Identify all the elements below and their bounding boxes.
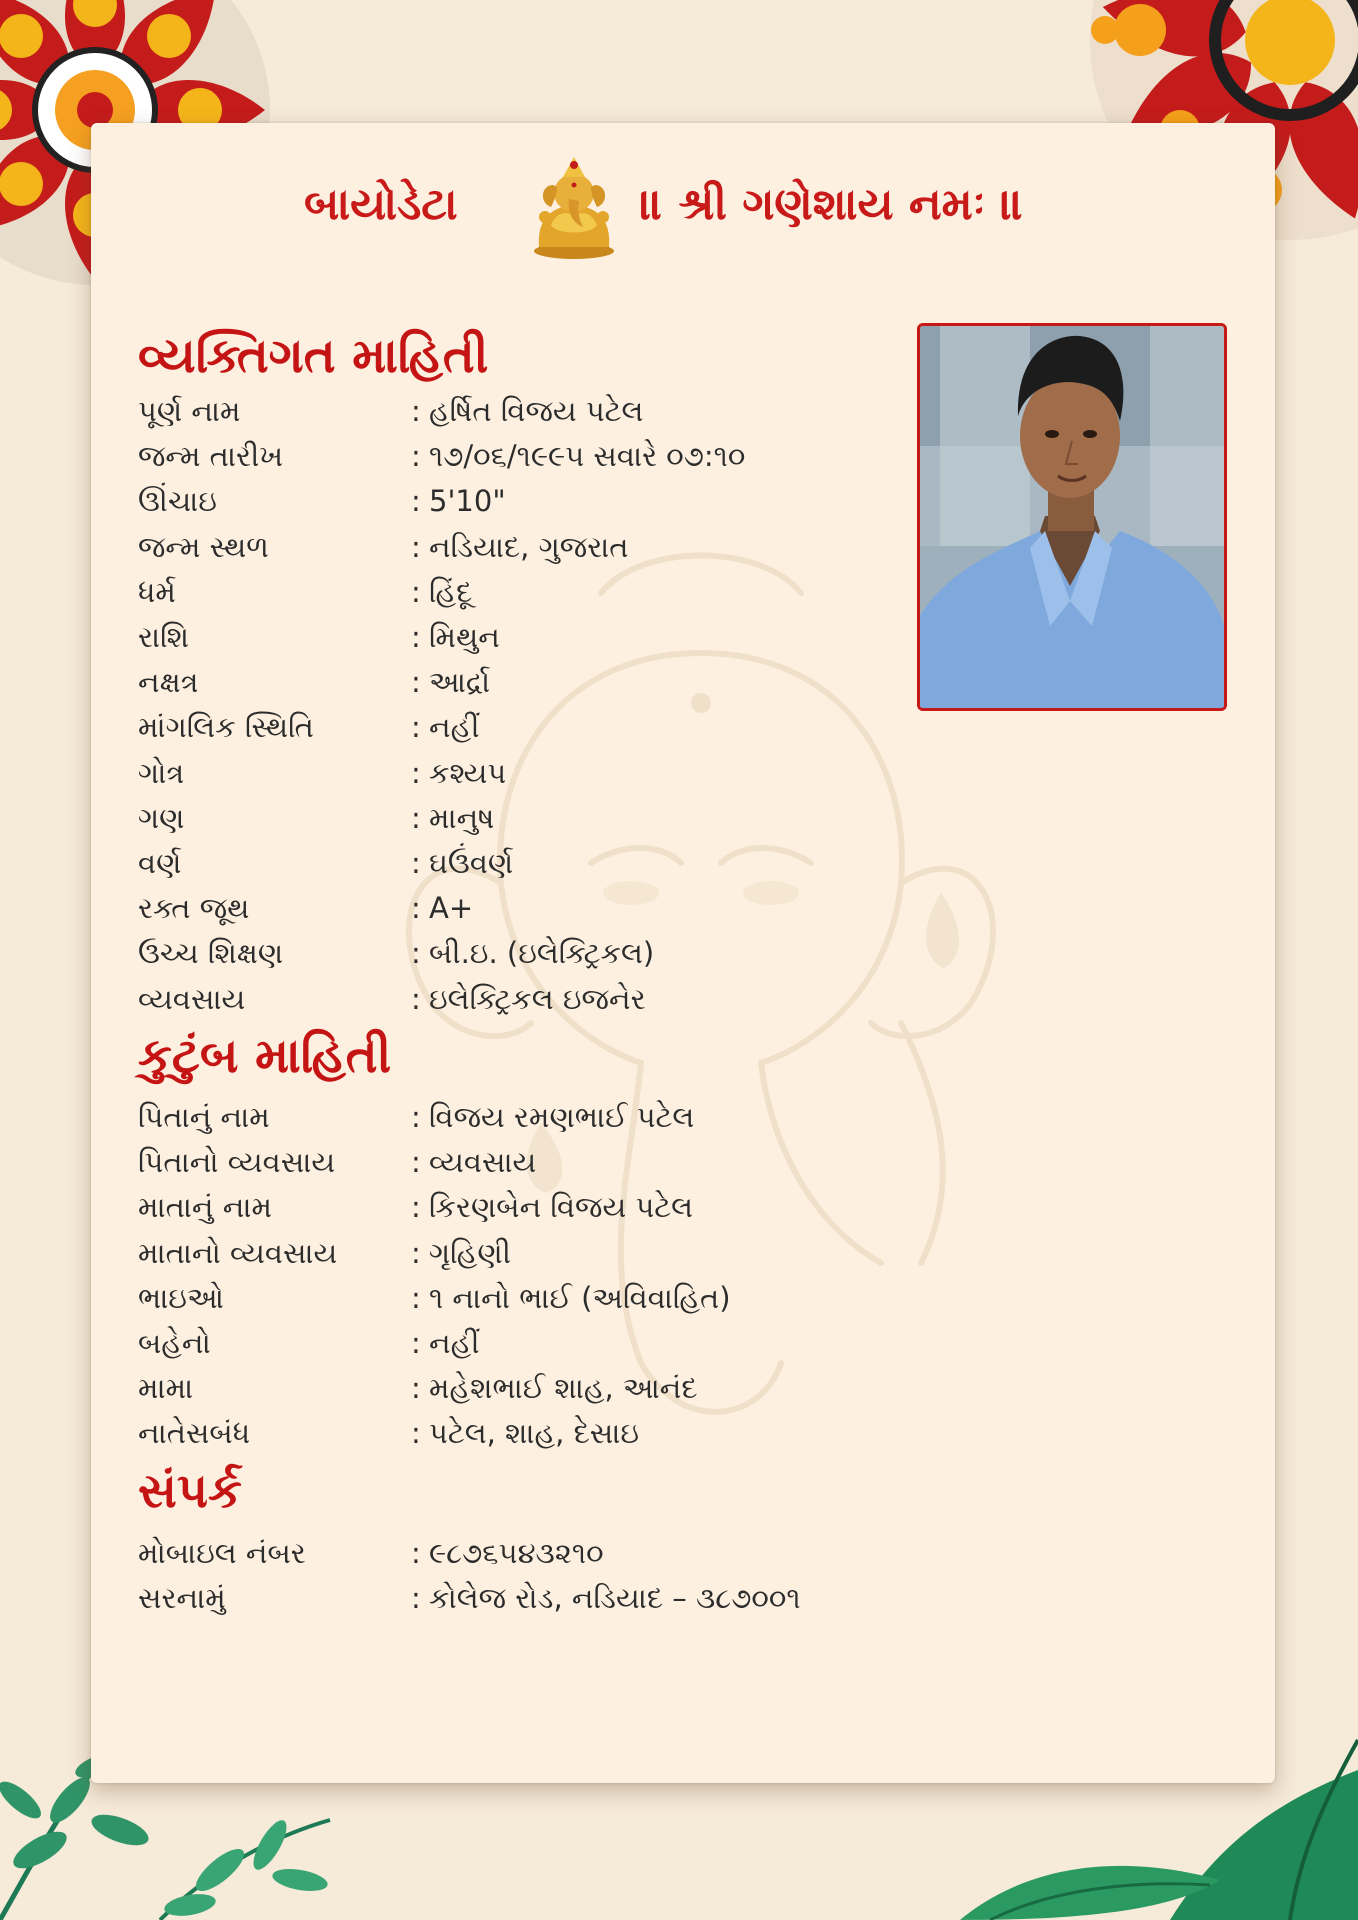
info-separator: : [411, 891, 421, 926]
info-label: રાશિ [138, 620, 190, 654]
info-value: ઇલેક્ટ્રિકલ ઇજનેર [429, 981, 646, 1016]
info-separator: : [411, 1235, 421, 1270]
info-row [138, 1321, 898, 1365]
info-row [138, 1531, 898, 1575]
header [91, 143, 1275, 253]
info-label: મામા [138, 1371, 194, 1406]
info-label: સરનામું [138, 1581, 226, 1615]
info-separator: : [411, 574, 421, 609]
info-separator: : [411, 936, 421, 971]
info-label: ધર્મ [138, 574, 176, 609]
info-row [138, 1185, 898, 1229]
info-value: નહીં [429, 1326, 480, 1360]
info-value: બી.ઇ. (ઇલેક્ટ્રિકલ) [429, 936, 655, 971]
info-value: કોલેજ રોડ, નડિયાદ – ૩૮૭૦૦૧ [429, 1581, 801, 1615]
info-value: A+ [429, 891, 474, 926]
info-row [138, 1366, 898, 1410]
info-row [138, 434, 898, 478]
info-value: ૧૭/૦૬/૧૯૯૫ સવારે ૦૭:૧૦ [429, 439, 746, 474]
info-row [138, 615, 898, 659]
info-separator: : [411, 1581, 421, 1615]
info-row [138, 389, 898, 433]
info-separator: : [411, 1416, 421, 1451]
info-row [138, 660, 898, 704]
info-label: વર્ણ [138, 846, 182, 880]
info-row [138, 1231, 898, 1275]
info-label: ગોત્ર [138, 755, 185, 790]
biodata-title: બાયોડેટા [304, 179, 458, 230]
info-separator: : [411, 1536, 421, 1570]
info-row [138, 525, 898, 569]
info-separator: : [411, 800, 421, 835]
info-separator: : [411, 529, 421, 564]
info-label: માતાનો વ્યવસાય [138, 1235, 338, 1270]
info-separator: : [411, 981, 421, 1016]
ganesh-idol-icon [531, 155, 617, 260]
info-row [138, 1411, 898, 1455]
info-separator: : [411, 620, 421, 654]
info-label: નાતેસબંધ [138, 1416, 251, 1451]
info-value: હર્ષિત વિજય પટેલ [429, 394, 644, 428]
info-label: માંગલિક સ્થિતિ [138, 710, 314, 745]
info-label: બહેનો [138, 1326, 211, 1360]
info-row [138, 886, 898, 930]
info-separator: : [411, 1145, 421, 1180]
info-separator: : [411, 846, 421, 880]
info-row [138, 570, 898, 614]
info-label: જન્મ સ્થળ [138, 529, 269, 564]
info-row [138, 1276, 898, 1320]
section-title-personal: વ્યક્તિગત માહિતી [138, 328, 489, 384]
info-row [138, 1576, 898, 1620]
info-row [138, 751, 898, 795]
info-value: માનુષ [429, 800, 495, 835]
section-title-contact: સંપર્ક [138, 1463, 242, 1519]
info-label: વ્યવસાય [138, 981, 246, 1016]
info-separator: : [411, 1100, 421, 1134]
info-separator: : [411, 755, 421, 790]
info-label: માતાનું નામ [138, 1190, 272, 1225]
info-value: વિજય રમણભાઈ પટેલ [429, 1100, 695, 1134]
info-label: પૂર્ણ નામ [138, 394, 241, 428]
info-separator: : [411, 439, 421, 474]
info-value: વ્યવસાય [429, 1145, 537, 1180]
info-row [138, 841, 898, 885]
info-label: નક્ષત્ર [138, 665, 199, 700]
info-label: પિતાનું નામ [138, 1100, 270, 1134]
info-value: ગૃહિણી [429, 1235, 511, 1270]
info-row [138, 705, 898, 749]
info-separator: : [411, 394, 421, 428]
info-value: કશ્યપ [429, 755, 507, 790]
info-value: પટેલ, શાહ, દેસાઇ [429, 1416, 640, 1451]
info-value: ૧ નાનો ભાઈ (અવિવાહિત) [429, 1280, 731, 1315]
info-separator: : [411, 710, 421, 745]
info-separator: : [411, 1280, 421, 1315]
info-value: હિંદૂ [429, 574, 473, 609]
info-row [138, 479, 898, 523]
info-row [138, 796, 898, 840]
info-label: પિતાનો વ્યવસાય [138, 1145, 336, 1180]
shloka-title: ॥ શ્રી ગણેશાય નમઃ ॥ [640, 179, 1024, 230]
info-separator: : [411, 484, 421, 519]
info-row [138, 977, 898, 1021]
info-value: આર્દ્રા [429, 665, 491, 700]
info-label: રક્ત જૂથ [138, 891, 250, 926]
info-row [138, 1140, 898, 1184]
profile-photo [917, 323, 1227, 711]
info-label: ગણ [138, 800, 185, 835]
info-separator: : [411, 665, 421, 700]
info-row [138, 931, 898, 975]
info-separator: : [411, 1371, 421, 1406]
info-label: ઉચ્ચ શિક્ષણ [138, 936, 284, 971]
info-value: ઘઉંવર્ણ [429, 846, 514, 880]
info-value: નડિયાદ, ગુજરાત [429, 529, 629, 564]
info-value: કિરણબેન વિજય પટેલ [429, 1190, 694, 1225]
info-value: ૯૮૭૬૫૪૩૨૧૦ [429, 1536, 604, 1570]
info-label: મોબાઇલ નંબર [138, 1536, 306, 1570]
info-value: મહેશભાઈ શાહ, આનંદ [429, 1371, 698, 1406]
info-label: ઊંચાઇ [138, 484, 217, 519]
info-separator: : [411, 1190, 421, 1225]
info-label: ભાઇઓ [138, 1280, 224, 1315]
info-separator: : [411, 1326, 421, 1360]
info-label: જન્મ તારીખ [138, 439, 284, 474]
info-value: 5'10" [429, 484, 506, 519]
section-title-family: કુટુંબ માહિતી [138, 1028, 392, 1084]
info-value: નહીં [429, 710, 480, 745]
info-value: મિથુન [429, 620, 500, 654]
biodata-card [91, 123, 1275, 1783]
info-row [138, 1095, 898, 1139]
